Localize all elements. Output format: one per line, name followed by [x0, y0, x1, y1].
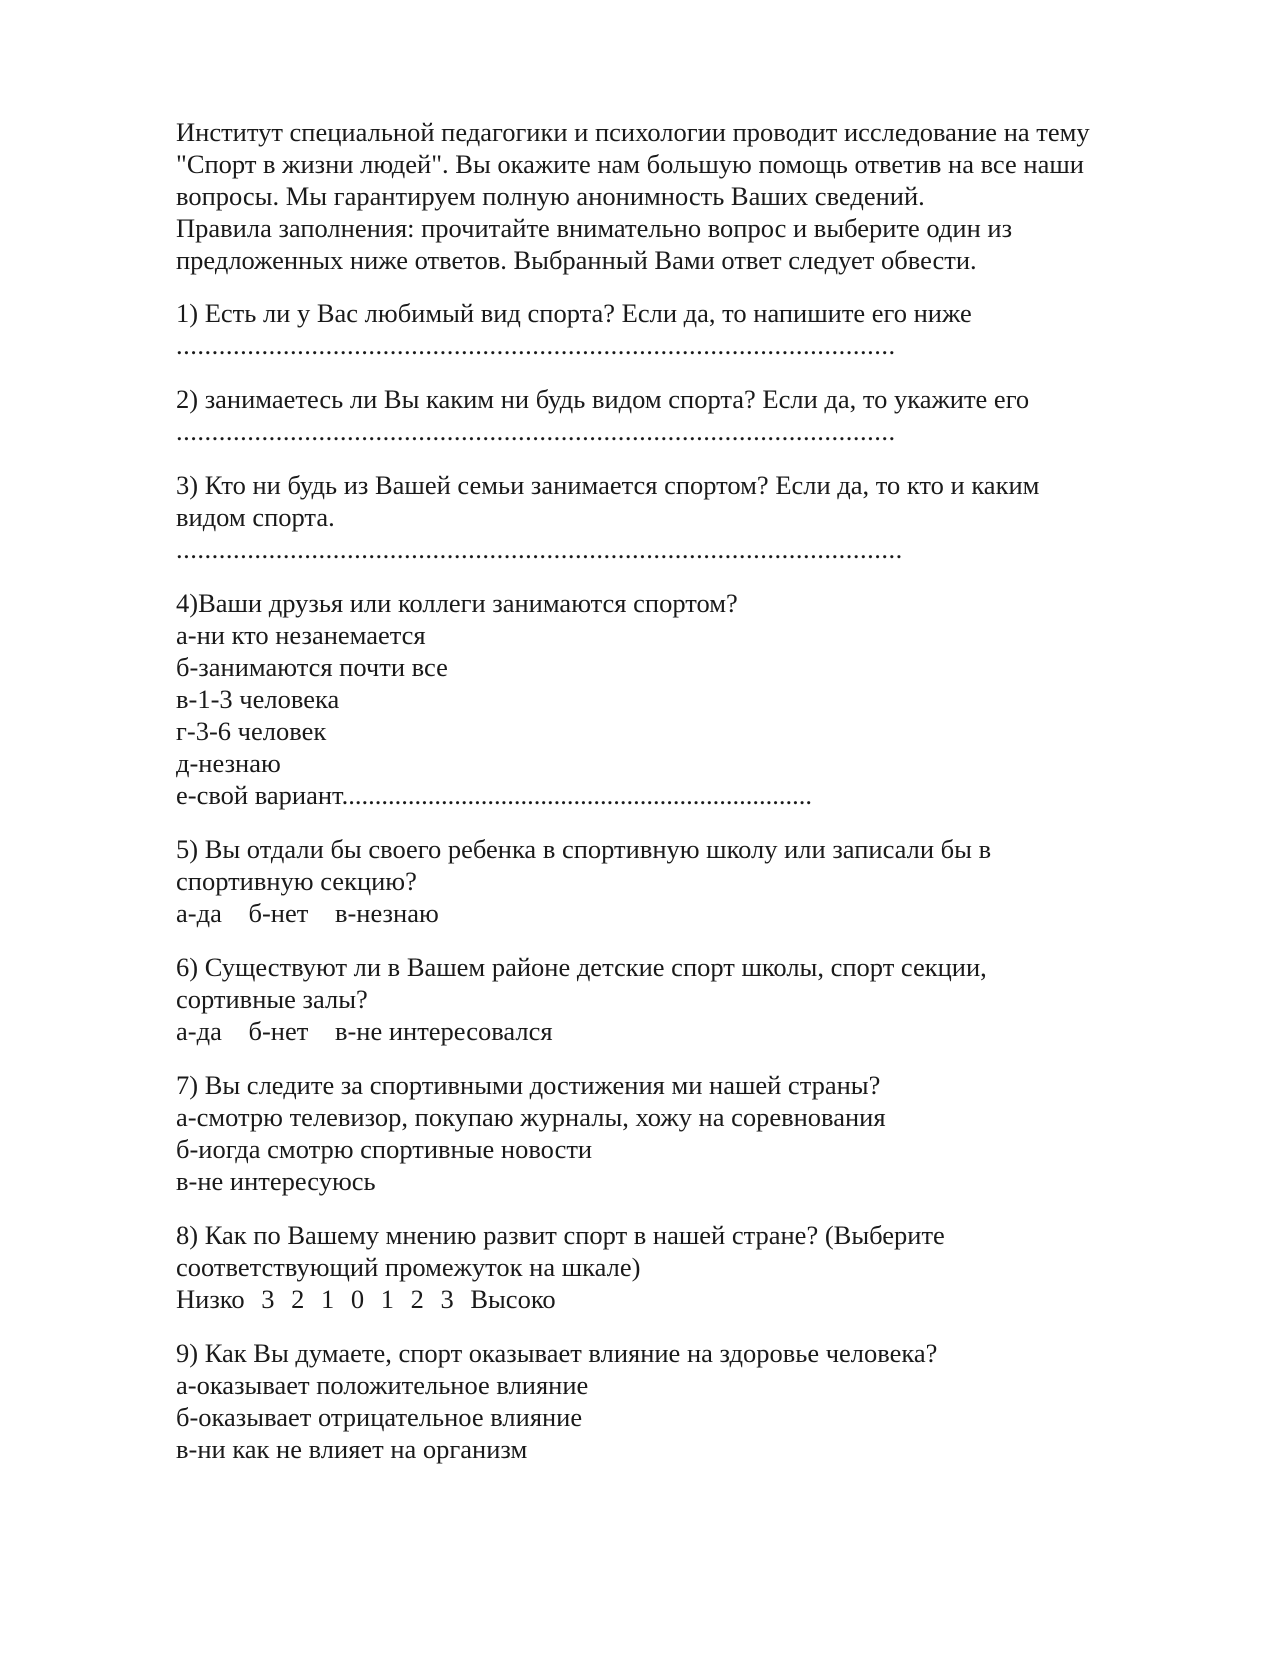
question-text: 7) Вы следите за спортивными достижения ми нашей страны? — [176, 1070, 881, 1100]
intro-line: Правила заполнения: прочитайте внимательно вопрос и выберите один из — [176, 213, 1013, 243]
intro-paragraph — [176, 116, 1176, 276]
question-6 — [176, 951, 1176, 1047]
answer-line[interactable]: ..................................................................................................... — [176, 416, 896, 446]
question-4 — [176, 587, 1176, 811]
intro-line: предложенных ниже ответов. Выбранный Вами ответ следует обвести. — [176, 245, 977, 275]
question-text: 1) Есть ли у Вас любимый вид спорта? Если да, то напишите его ниже — [176, 298, 972, 328]
answer-line[interactable]: ...................................................................................................... — [176, 534, 903, 564]
rating-scale — [176, 1283, 1176, 1315]
scale-value[interactable]: 1 — [380, 1284, 394, 1314]
answer-option[interactable]: е-свой вариант....................................................................... — [176, 780, 812, 810]
answer-option[interactable]: в-не интересовался — [334, 1016, 553, 1046]
question-5 — [176, 833, 1176, 929]
question-text: сортивные залы? — [176, 984, 368, 1014]
answer-option[interactable]: б-нет — [248, 1016, 309, 1046]
intro-line: вопросы. Мы гарантируем полную анонимность Ваших сведений. — [176, 181, 925, 211]
question-3 — [176, 469, 1176, 565]
intro-line: "Спорт в жизни людей". Вы окажите нам большую помощь ответив на все наши — [176, 149, 1084, 179]
answer-option[interactable]: б-занимаются почти все — [176, 652, 448, 682]
scale-value[interactable]: 1 — [320, 1284, 335, 1314]
intro-line: Институт специальной педагогики и психологии проводит исследование на тему — [176, 117, 1090, 147]
answer-option[interactable]: а-да — [176, 1016, 222, 1046]
question-text: 4)Ваши друзья или коллеги занимаются спортом? — [176, 588, 738, 618]
question-text: 5) Вы отдали бы своего ребенка в спортивную школу или записали бы в — [176, 834, 992, 864]
question-8 — [176, 1219, 1176, 1315]
question-text: 8) Как по Вашему мнению развит спорт в нашей стране? (Выберите — [176, 1220, 945, 1250]
scale-value[interactable]: 3 — [440, 1284, 454, 1314]
question-text: 6) Существуют ли в Вашем районе детские спорт школы, спорт секции, — [176, 952, 987, 982]
answer-option[interactable]: а-оказывает положительное влияние — [176, 1370, 589, 1400]
question-text: видом спорта. — [176, 502, 335, 532]
answer-option[interactable]: б-иогда смотрю спортивные новости — [176, 1134, 593, 1164]
answer-option[interactable]: в-ни как не влияет на организм — [176, 1434, 528, 1464]
answer-option[interactable]: б-оказывает отрицательное влияние — [176, 1402, 583, 1432]
answer-option[interactable]: д-незнаю — [176, 748, 281, 778]
answer-option[interactable]: а-ни кто незанемается — [176, 620, 426, 650]
questionnaire-page — [176, 116, 1176, 1487]
answer-line[interactable]: ..................................................................................................... — [176, 330, 896, 360]
question-text: 2) занимаетесь ли Вы каким ни будь видом спорта? Если да, то укажите его — [176, 384, 1030, 414]
answer-option[interactable]: в-незнаю — [334, 898, 439, 928]
answer-option[interactable]: а-смотрю телевизор, покупаю журналы, хожу на соревнования — [176, 1102, 886, 1132]
answer-option[interactable]: б-нет — [248, 898, 309, 928]
scale-value[interactable]: 0 — [350, 1284, 365, 1314]
scale-high-label: Высоко — [470, 1284, 556, 1314]
question-2 — [176, 383, 1176, 447]
question-text: 3) Кто ни будь из Вашей семьи занимается спортом? Если да, то кто и каким — [176, 470, 1040, 500]
inline-options — [176, 1015, 1176, 1047]
scale-value[interactable]: 2 — [291, 1284, 305, 1314]
question-text: соответствующий промежуток на шкале) — [176, 1252, 641, 1282]
answer-option[interactable]: в-не интересуюсь — [176, 1166, 376, 1196]
question-7 — [176, 1069, 1176, 1197]
inline-options — [176, 897, 1176, 929]
answer-option[interactable]: в-1-3 человека — [176, 684, 340, 714]
scale-low-label: Низко — [176, 1284, 245, 1314]
question-1 — [176, 297, 1176, 361]
scale-value[interactable]: 3 — [261, 1284, 275, 1314]
question-text: спортивную секцию? — [176, 866, 417, 896]
scale-value[interactable]: 2 — [410, 1284, 424, 1314]
question-text: 9) Как Вы думаете, спорт оказывает влияние на здоровье человека? — [176, 1338, 938, 1368]
answer-option[interactable]: г-3-6 человек — [176, 716, 327, 746]
answer-option[interactable]: а-да — [176, 898, 222, 928]
question-9 — [176, 1337, 1176, 1465]
